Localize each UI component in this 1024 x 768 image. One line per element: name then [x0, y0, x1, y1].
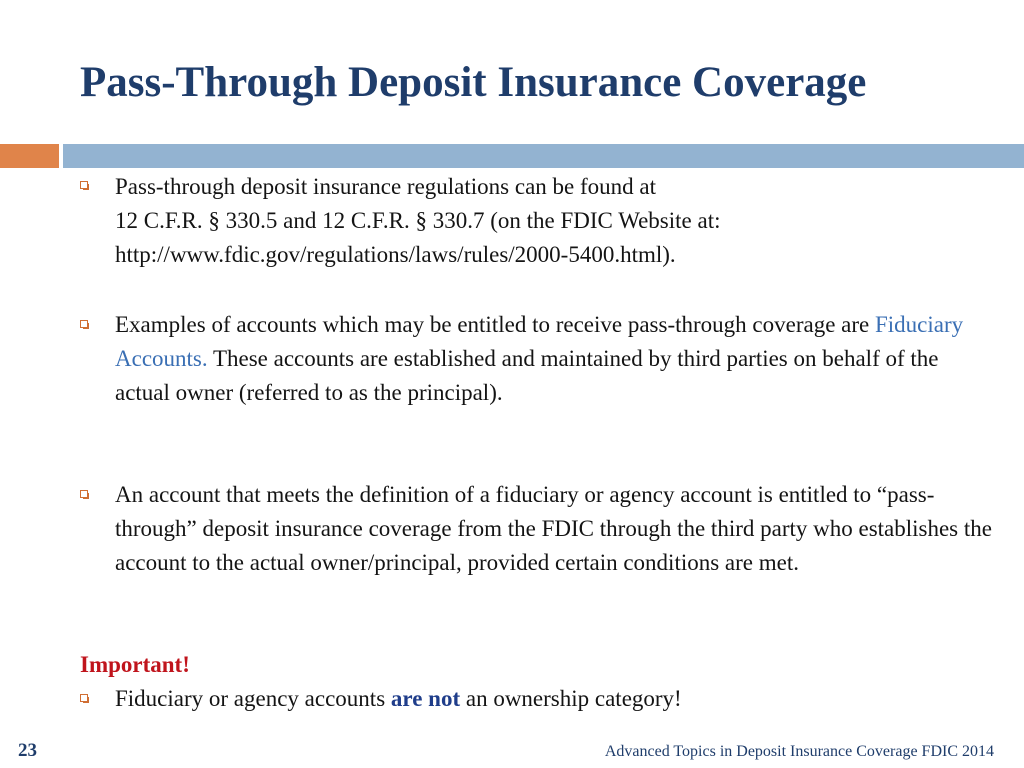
slide-number: 23: [18, 740, 37, 761]
bullet-text: These accounts are established and maintained by third parties on behalf of the actual owner (referred to as the principal).: [115, 346, 939, 405]
bullet-item-regulations: [115, 170, 995, 272]
bullet-line: 12 C.F.R. § 330.5 and 12 C.F.R. § 330.7 (on the FDIC Website at:: [115, 208, 721, 233]
bullet-text: An account that meets the definition of a fiduciary or agency account is entitled to “pass-through” deposit insurance coverage from the FDIC through the third party who establishes the account to the actual owner/principal, provided certain conditions are met.: [115, 482, 992, 575]
bullet-text: Examples of accounts which may be entitled to receive pass-through coverage are: [115, 312, 875, 337]
bullet-item-important: [115, 682, 995, 716]
slide-title: Pass-Through Deposit Insurance Coverage: [80, 59, 867, 106]
bullet-text: Fiduciary or agency accounts: [115, 686, 391, 711]
bullet-line: Pass-through deposit insurance regulations can be found at: [115, 174, 657, 199]
bullet-square-icon: [80, 694, 90, 704]
bullet-square-icon: [80, 320, 90, 330]
fiduciary-accounts-link[interactable]: Fiduciary Accounts.: [115, 312, 964, 371]
emphasis-text: are not: [390, 686, 461, 711]
bullet-item-examples: [115, 308, 995, 410]
bullet-item-definition: [115, 478, 995, 580]
bullet-square-icon: [80, 181, 90, 191]
accent-bar-blue: [63, 144, 1024, 168]
important-label: Important!: [80, 652, 190, 677]
bullet-line: http://www.fdic.gov/regulations/laws/rules/2000-5400.html).: [115, 242, 676, 267]
bullet-square-icon: [80, 490, 90, 500]
footer-text: Advanced Topics in Deposit Insurance Coverage FDIC 2014: [604, 743, 994, 760]
bullet-text: an ownership category!: [460, 686, 682, 711]
accent-bar-orange: [0, 144, 59, 168]
